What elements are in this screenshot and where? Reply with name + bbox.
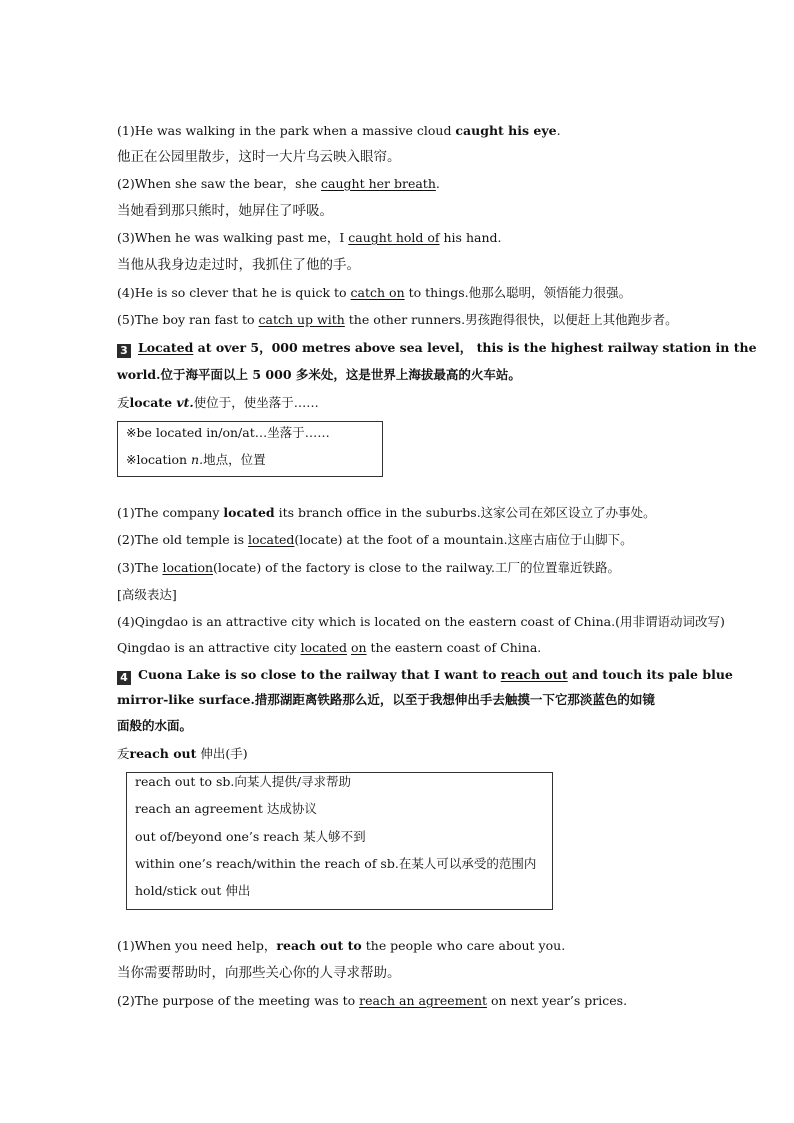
vocab-entry: 叐locate vt.使位于，使坐落于…… bbox=[117, 395, 319, 410]
example-sentence: Qingdao is an attractive city located on the eastern coast of China. bbox=[117, 640, 542, 655]
example-sentence: (2)The old temple is located(locate) at the foot of a mountain.这座古庙位于山脚下。 bbox=[117, 532, 633, 547]
entry-marker: 叐 bbox=[117, 746, 130, 761]
subheading-advanced: [高级表达] bbox=[117, 587, 177, 602]
answer-blank: located bbox=[248, 532, 295, 547]
entry-marker: 叐 bbox=[117, 395, 130, 410]
note-row: within one’s reach/within the reach of sb.在某人可以承受的范围内 bbox=[135, 856, 537, 871]
translation: 当她看到那只熊时，她屏住了呼吸。 bbox=[117, 203, 333, 219]
key-phrase: caught his eye bbox=[455, 123, 557, 138]
section-heading-cont: world.位于海平面以上 5 000 多米处，这是世界上海拔最高的火车站。 bbox=[117, 367, 521, 382]
note-row: out of/beyond one’s reach 某人够不到 bbox=[135, 829, 366, 844]
vocab-note-box bbox=[117, 421, 383, 477]
translation: 当你需要帮助时，向那些关心你的人寻求帮助。 bbox=[117, 965, 401, 981]
note-row: reach out to sb.向某人提供/寻求帮助 bbox=[135, 774, 352, 789]
example-sentence: (3)When he was walking past me，I caught hold of his hand. bbox=[117, 230, 502, 245]
note-row: ※be located in/on/at…坐落于…… bbox=[126, 425, 330, 440]
answer-blank: location bbox=[162, 560, 214, 575]
answer-blank: reach an agreement bbox=[359, 993, 488, 1008]
translation: 他正在公园里散步，这时一大片乌云映入眼帘。 bbox=[117, 149, 401, 165]
section-heading-cont: mirror-like surface.措那湖距离铁路那么近，以至于我想伸出手去触摸一下它那淡蓝色的如镜 bbox=[117, 692, 655, 707]
example-sentence: (1)The company located its branch office in the suburbs.这家公司在郊区设立了办事处。 bbox=[117, 505, 656, 520]
section-number-badge: 3 bbox=[117, 344, 131, 358]
example-sentence: (5)The boy ran fast to catch up with the other runners.男孩跑得很快，以便赶上其他跑步者。 bbox=[117, 312, 678, 327]
example-sentence: (2)The purpose of the meeting was to reach an agreement on next year’s prices. bbox=[117, 993, 628, 1008]
note-row: ※location n.地点，位置 bbox=[126, 452, 266, 467]
answer-blank: caught hold of bbox=[348, 230, 440, 245]
translation: 当他从我身边走过时，我抓住了他的手。 bbox=[117, 257, 360, 273]
example-sentence: (2)When she saw the bear，she caught her breath. bbox=[117, 176, 440, 191]
answer-blank: catch on bbox=[350, 285, 405, 300]
answer-blank: on bbox=[350, 640, 367, 655]
section-heading: 4 Cuona Lake is so close to the railway that I want to reach out and touch its pale blue bbox=[117, 666, 733, 685]
note-row: hold/stick out 伸出 bbox=[135, 883, 251, 898]
section-number-badge: 4 bbox=[117, 671, 131, 685]
answer-blank: caught her breath bbox=[321, 176, 436, 191]
section-heading: 3 Located at over 5，000 metres above sea level， this is the highest railway station in the bbox=[117, 339, 757, 358]
example-sentence: (3)The location(locate) of the factory is close to the railway.工厂的位置靠近铁路。 bbox=[117, 560, 620, 575]
example-sentence: (4)Qingdao is an attractive city which is located on the eastern coast of China.(用非谓语动词改写) bbox=[117, 614, 725, 629]
example-sentence: (1)He was walking in the park when a massive cloud caught his eye. bbox=[117, 123, 561, 138]
section-heading-cont: 面般的水面。 bbox=[117, 718, 193, 733]
answer-blank: located bbox=[300, 640, 347, 655]
vocab-note-box bbox=[126, 772, 553, 910]
vocab-entry: 叐reach out 伸出(手) bbox=[117, 746, 248, 761]
answer-blank: catch up with bbox=[258, 312, 345, 327]
note-row: reach an agreement 达成协议 bbox=[135, 801, 317, 816]
example-sentence: (1)When you need help，reach out to the people who care about you. bbox=[117, 938, 566, 953]
example-sentence: (4)He is so clever that he is quick to catch on to things.他那么聪明，领悟能力很强。 bbox=[117, 285, 632, 300]
